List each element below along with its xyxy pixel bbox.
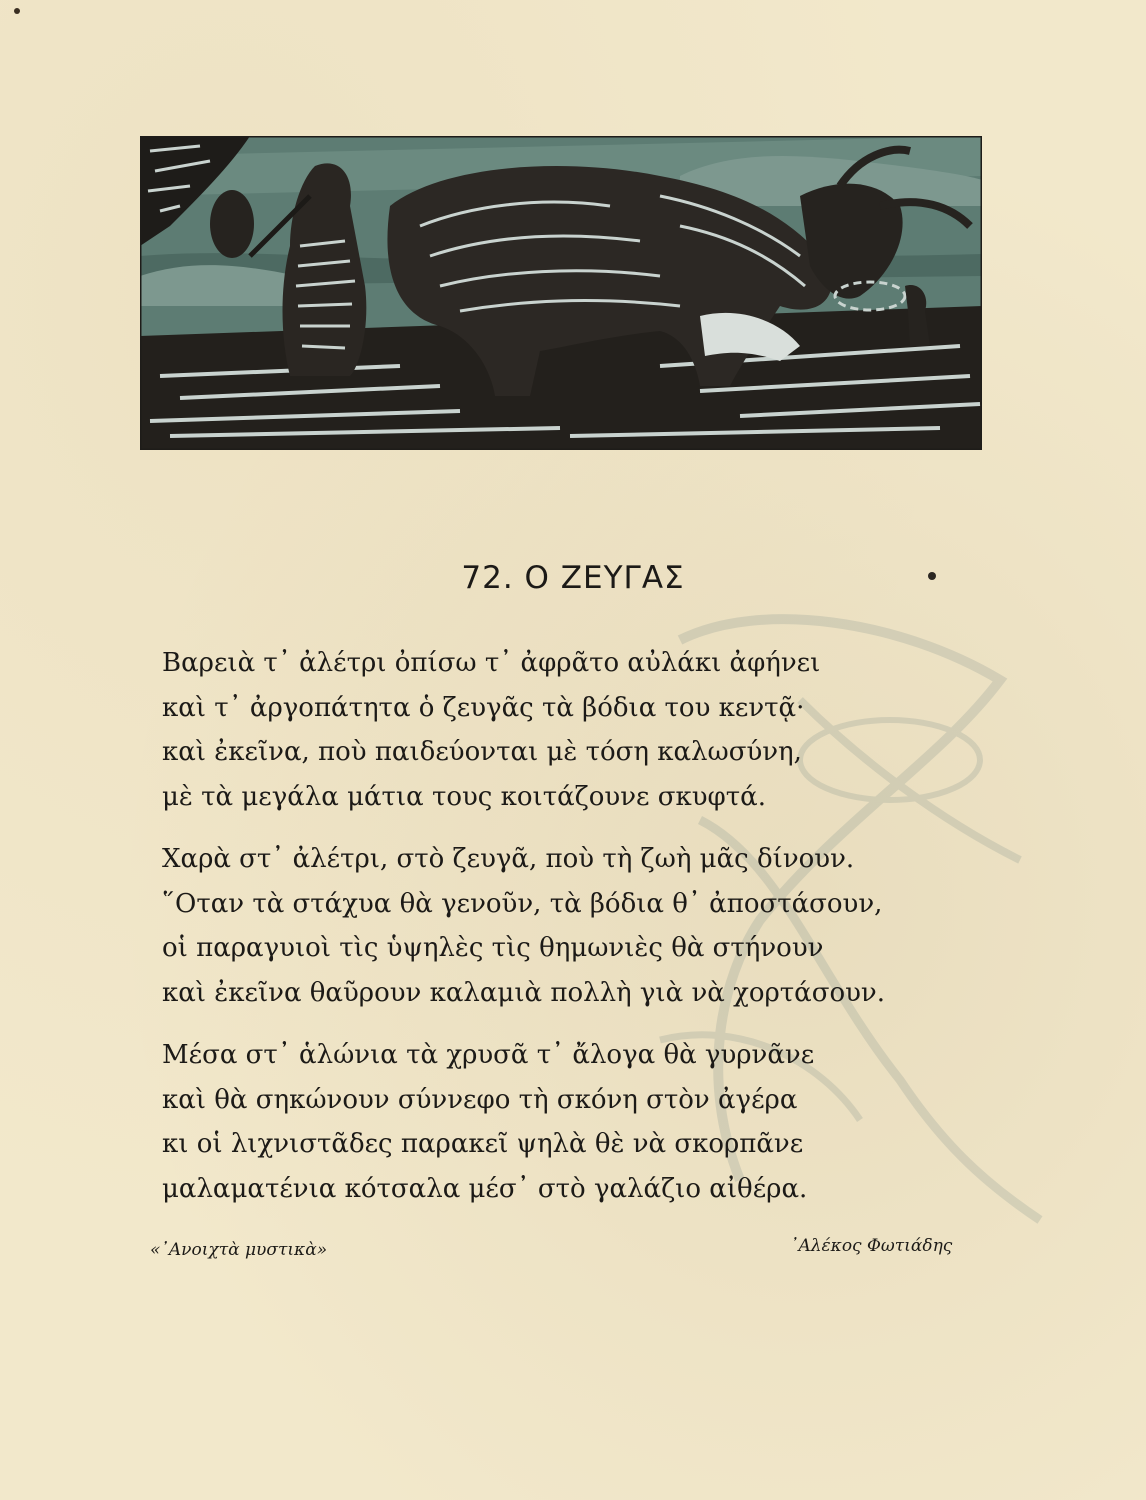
source-citation: «᾽Ανοιχτὰ μυστικὰ» <box>150 1240 328 1260</box>
poem-title: 72. Ο ΖΕΥΓΑΣ <box>461 560 685 596</box>
ink-dot <box>928 572 936 580</box>
stanza-1 <box>162 641 982 819</box>
verse-line: μὲ τὰ μεγάλα μάτια τους κοιτάζουνε σκυφτά. <box>162 781 766 812</box>
author-name: ᾽Αλέκος Φωτιάδης <box>790 1236 953 1256</box>
verse-line: Μέσα στ᾽ ἁλώνια τὰ χρυσᾶ τ᾽ ἄλογα θὰ γυρνᾶνε <box>162 1040 815 1070</box>
verse-line: κι οἱ λιχνιστᾶδες παρακεῖ ψηλὰ θὲ νὰ σκορπᾶνε <box>162 1129 804 1159</box>
verse-line: μαλαματένια κότσαλα μέσ᾽ στὸ γαλάζιο αἰθέρα. <box>162 1173 808 1204</box>
verse-line: καὶ θὰ σηκώνουν σύννεφο τὴ σκόνη στὸν ἀγέρα <box>162 1084 798 1115</box>
verse-line: καὶ τ᾽ ἀργοπάτητα ὁ ζευγᾶς τὰ βόδια του κεντᾷ· <box>162 692 805 723</box>
verse-line: ῞Οταν τὰ στάχυα θὰ γενοῦν, τὰ βόδια θ᾽ ἀποστάσουν, <box>162 888 883 919</box>
verse-line: Βαρειὰ τ᾽ ἀλέτρι ὀπίσω τ᾽ ἀφρᾶτο αὐλάκι ἀφήνει <box>162 648 821 678</box>
woodcut-ploughing-oxen-illustration <box>140 136 982 450</box>
verse-line: καὶ ἐκεῖνα θαῦρουν καλαμιὰ πολλὴ γιὰ νὰ χορτάσουν. <box>162 977 885 1008</box>
ink-spot <box>14 8 20 14</box>
stanza-2 <box>162 837 982 1015</box>
verse-line: καὶ ἐκεῖνα, ποὺ παιδεύονται μὲ τόση καλωσύνη, <box>162 737 802 767</box>
verse-line: οἱ παραγυιοὶ τὶς ὑψηλὲς τὶς θημωνιὲς θὰ στήνουν <box>162 933 824 963</box>
verse-line: Χαρὰ στ᾽ ἀλέτρι, στὸ ζευγᾶ, ποὺ τὴ ζωὴ μᾶς δίνουν. <box>162 844 855 874</box>
stanza-3 <box>162 1033 982 1211</box>
